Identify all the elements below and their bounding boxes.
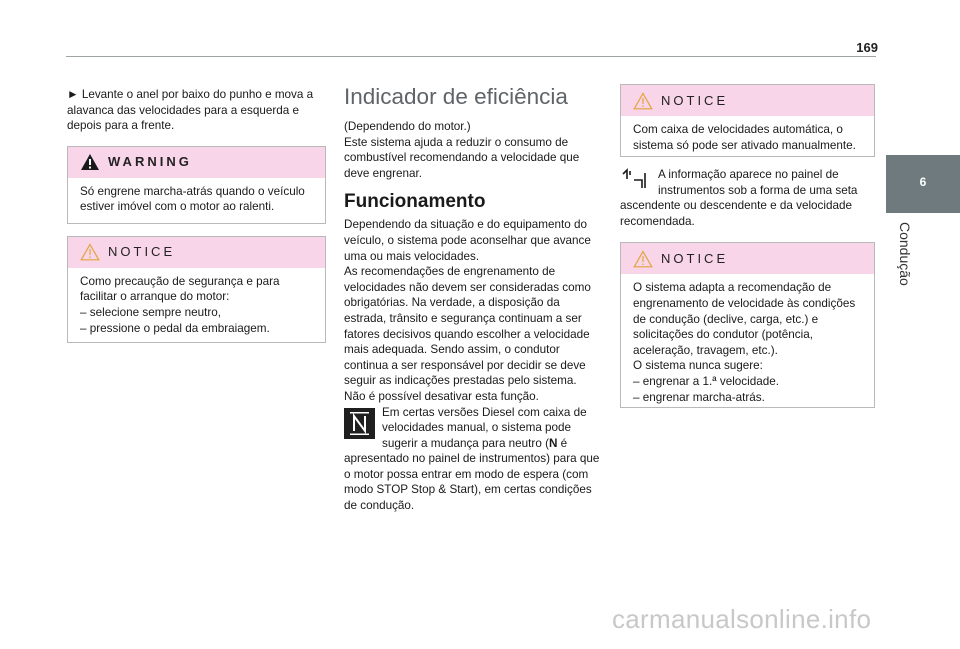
subsection-title: Funcionamento	[344, 191, 486, 213]
page-number: 169	[856, 40, 878, 55]
middle-column	[344, 84, 604, 514]
chapter-tab[interactable]	[886, 155, 960, 213]
warning-header	[68, 147, 325, 178]
warning-label: WARNING	[108, 154, 192, 170]
intro-instruction: ► Levante o anel por baixo do punho e mova a alavanca das velocidades para a esquerda e depois para a frente.	[67, 88, 314, 133]
notice-box	[620, 242, 875, 408]
notice-header	[621, 243, 874, 274]
warning-box	[67, 146, 326, 224]
notice-text: O sistema nunca sugere:	[633, 359, 763, 373]
chapter-number: 6	[919, 175, 927, 189]
neutral-paragraph: Em certas versões Diesel com caixa de velocidades manual, o sistema pode sugerir a mudança para neutro (N é apresentado no painel de instrumentos) para que o motor possa entrar em modo de espera (com modo STOP Stop & Start), em certas condições de condução.	[344, 405, 600, 513]
paragraph: Dependendo da situação e do equipamento do veículo, o sistema pode aconselhar que avance uma ou mais velocidades.	[344, 218, 591, 263]
notice-text: Como precaução de segurança e para facilitar o arranque do motor:	[80, 274, 280, 304]
notice-triangle-icon	[633, 92, 653, 110]
notice-header	[621, 85, 874, 116]
info-paragraph: A informação aparece no painel de instrumentos sob a forma de uma seta ascendente ou descendente e da velocidade recomendada.	[620, 168, 858, 228]
notice-label: NOTICE	[661, 92, 729, 108]
notice-box	[620, 84, 875, 157]
notice-item: – engrenar a 1.ª velocidade.	[633, 374, 779, 388]
gear-shift-indicator-icon	[620, 167, 650, 193]
left-column	[67, 87, 326, 343]
notice-item: – selecione sempre neutro,	[80, 305, 221, 319]
warning-triangle-icon	[80, 153, 100, 171]
header-rule	[66, 56, 876, 57]
intro-description: Este sistema ajuda a reduzir o consumo de combustível recomendando a velocidade que deve engrenar.	[344, 135, 580, 180]
notice-label: NOTICE	[108, 244, 176, 260]
notice-label: NOTICE	[661, 251, 729, 267]
watermark: carmanualsonline.info	[612, 604, 872, 634]
notice-triangle-icon	[633, 250, 653, 268]
notice-box	[67, 236, 326, 343]
paragraph: Não é possível desativar esta função.	[344, 389, 539, 403]
warning-text: Só engrene marcha-atrás quando o veículo estiver imóvel com o motor ao ralenti.	[80, 184, 305, 214]
neutral-n-icon	[344, 408, 375, 439]
right-column	[620, 84, 875, 408]
notice-item: – pressione o pedal da embraiagem.	[80, 321, 270, 335]
paragraph: As recomendações de engrenamento de velocidades não devem ser consideradas como obrigatórias. Na verdade, a disposição da estrada, trânsito e segurança continuam a ser fatores decisivos quando escolher a velocidade mais adequada. Sendo assim, o condutor continua a ser responsável por decidir se deve seguir as indicações prestadas pelo sistema.	[344, 265, 591, 388]
intro-note: (Dependendo do motor.)	[344, 120, 471, 133]
section-title: Indicador de eficiência	[344, 84, 568, 109]
notice-triangle-icon	[80, 243, 100, 261]
notice-item: – engrenar marcha-atrás.	[633, 390, 765, 404]
notice-header	[68, 237, 325, 268]
notice-text: Com caixa de velocidades automática, o sistema só pode ser ativado manualmente.	[633, 123, 856, 152]
notice-text: O sistema adapta a recomendação de engrenamento de velocidade às condições de condução (declive, carga, etc.) e solicitações do condutor (potência, aceleração, travagem, etc.).	[633, 281, 856, 357]
chapter-label: Condução	[897, 222, 913, 286]
